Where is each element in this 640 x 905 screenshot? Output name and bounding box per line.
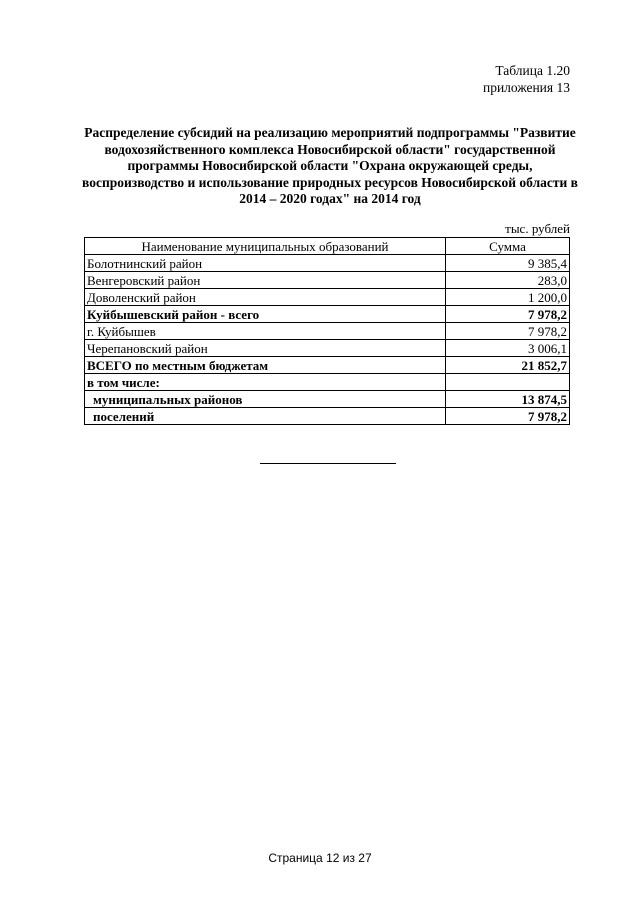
units-label: тыс. рублей [505, 221, 570, 236]
row-amount: 1 200,0 [446, 289, 570, 306]
row-name: Куйбышевский район - всего [85, 306, 446, 323]
row-name: Доволенский район [85, 289, 446, 306]
row-name: ВСЕГО по местным бюджетам [85, 357, 446, 374]
subsidies-table [84, 237, 570, 425]
row-amount [446, 374, 570, 391]
row-name: г. Куйбышев [85, 323, 446, 340]
table-row [85, 272, 570, 289]
table-row-breakdown [85, 391, 570, 408]
table-row [85, 340, 570, 357]
row-name: Черепановский район [85, 340, 446, 357]
document-title [80, 125, 580, 208]
title-line: 2014 – 2020 годах" на 2014 год [239, 191, 421, 206]
row-amount: 283,0 [446, 272, 570, 289]
row-amount: 7 978,2 [446, 408, 570, 425]
table-row-breakdown [85, 408, 570, 425]
row-amount: 21 852,7 [446, 357, 570, 374]
row-name: поселений [85, 408, 446, 425]
row-amount: 7 978,2 [446, 306, 570, 323]
table-row-subtotal [85, 306, 570, 323]
table-row [85, 289, 570, 306]
page-footer: Страница 12 из 27 [268, 851, 372, 865]
row-amount: 3 006,1 [446, 340, 570, 357]
row-name: Болотнинский район [85, 255, 446, 272]
title-line: программы Новосибирской области "Охрана окружающей среды, [127, 158, 533, 173]
table-reference [483, 62, 570, 96]
table-label: Таблица 1.20 [495, 63, 570, 78]
separator-line [260, 463, 396, 464]
table-header-row [85, 238, 570, 255]
title-line: воспроизводство и использование природных ресурсов Новосибирской области в [82, 174, 578, 190]
appendix-label: приложения 13 [482, 80, 570, 95]
row-amount: 13 874,5 [446, 391, 570, 408]
row-amount: 7 978,2 [446, 323, 570, 340]
title-line: водохозяйственного комплекса Новосибирской области" государственной [104, 141, 556, 157]
table-row-including [85, 374, 570, 391]
column-header-name: Наименование муниципальных образований [85, 238, 446, 255]
title-line: Распределение субсидий на реализацию мероприятий подпрограммы "Развитие [84, 125, 576, 140]
table-row [85, 255, 570, 272]
table-row-total [85, 357, 570, 374]
row-name: в том числе: [85, 374, 446, 391]
row-name: Венгеровский район [85, 272, 446, 289]
row-amount: 9 385,4 [446, 255, 570, 272]
table-row [85, 323, 570, 340]
row-name: муниципальных районов [85, 391, 446, 408]
column-header-amount: Сумма [446, 238, 570, 255]
